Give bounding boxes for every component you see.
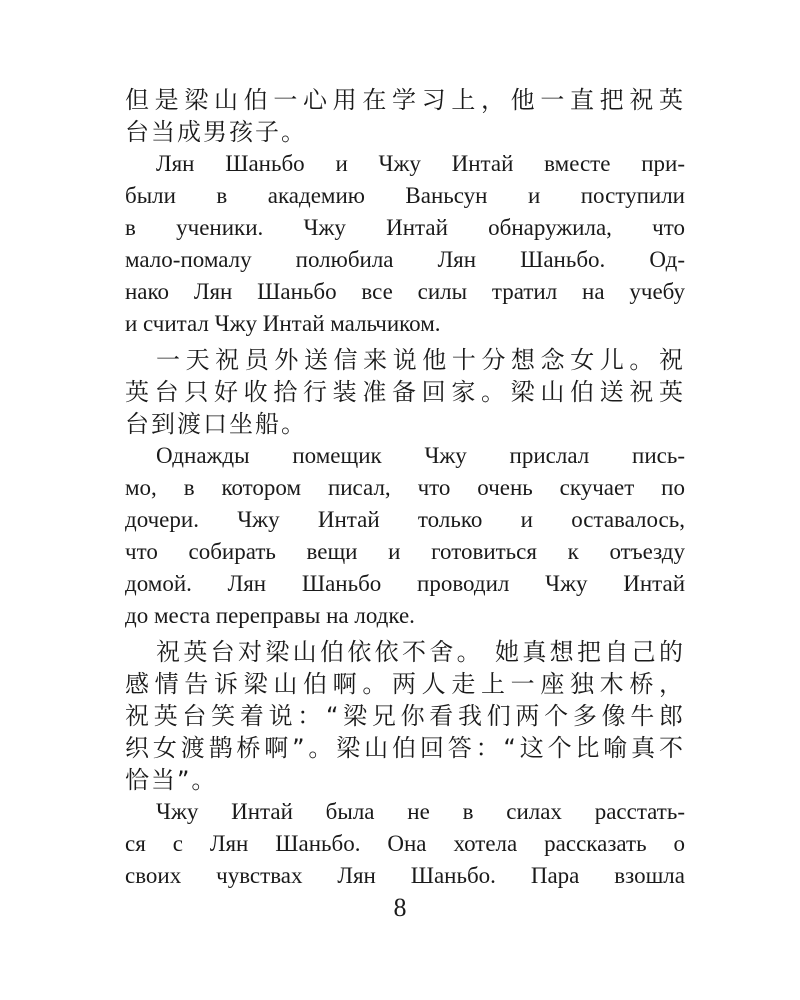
chinese-paragraph-2	[125, 344, 685, 440]
text-line: 英台只好收拾行装准备回家。梁山伯送祝英	[125, 378, 685, 406]
text-line: 恰当”。	[125, 766, 218, 794]
text-line: 台到渡口坐船。	[125, 410, 307, 438]
text-line: 感情告诉梁山伯啊。两人走上一座独木桥，	[125, 670, 685, 698]
text-line: что собирать вещи и готовиться к отъезду	[125, 539, 685, 564]
russian-paragraph-1	[125, 148, 685, 340]
text-line: домой. Лян Шаньбо проводил Чжу Интай	[125, 571, 685, 596]
text-line: и считал Чжу Интай мальчиком.	[125, 311, 441, 336]
text-line: нако Лян Шаньбо все силы тратил на учебу	[125, 279, 685, 304]
text-line: до места переправы на лодке.	[125, 603, 415, 628]
chinese-paragraph-3	[125, 636, 685, 796]
russian-paragraph-2	[125, 440, 685, 632]
text-line: мало-помалу полюбила Лян Шаньбо. Од-	[125, 247, 685, 272]
russian-paragraph-3	[125, 796, 685, 892]
text-line: 但是梁山伯一心用在学习上，他一直把祝英	[125, 86, 685, 114]
text-line: Лян Шаньбо и Чжу Интай вместе при-	[156, 151, 685, 176]
text-line: были в академию Ваньсун и поступили	[125, 183, 685, 208]
text-line: 台当成男孩子。	[125, 118, 307, 146]
text-line: своих чувствах Лян Шаньбо. Пара взошла	[125, 863, 685, 888]
text-line: Однажды помещик Чжу прислал пись-	[156, 443, 685, 468]
text-line: 祝英台笑着说：“梁兄你看我们两个多像牛郎	[125, 702, 685, 730]
text-line: Чжу Интай была не в силах расстать-	[156, 799, 685, 824]
text-line: 一天祝员外送信来说他十分想念女儿。祝	[156, 346, 685, 374]
text-line: мо, в котором писал, что очень скучает по	[125, 475, 685, 500]
page-number: 8	[393, 893, 407, 922]
text-line: 织女渡鹊桥啊”。梁山伯回答：“这个比喻真不	[125, 734, 685, 762]
text-line: 祝英台对梁山伯依依不舍。 她真想把自己的	[156, 638, 685, 666]
text-line: дочери. Чжу Интай только и оставалось,	[125, 507, 685, 532]
chinese-paragraph-1	[125, 84, 685, 148]
text-line: ся с Лян Шаньбо. Она хотела рассказать о	[125, 831, 685, 856]
text-line: в ученики. Чжу Интай обнаружила, что	[125, 215, 685, 240]
